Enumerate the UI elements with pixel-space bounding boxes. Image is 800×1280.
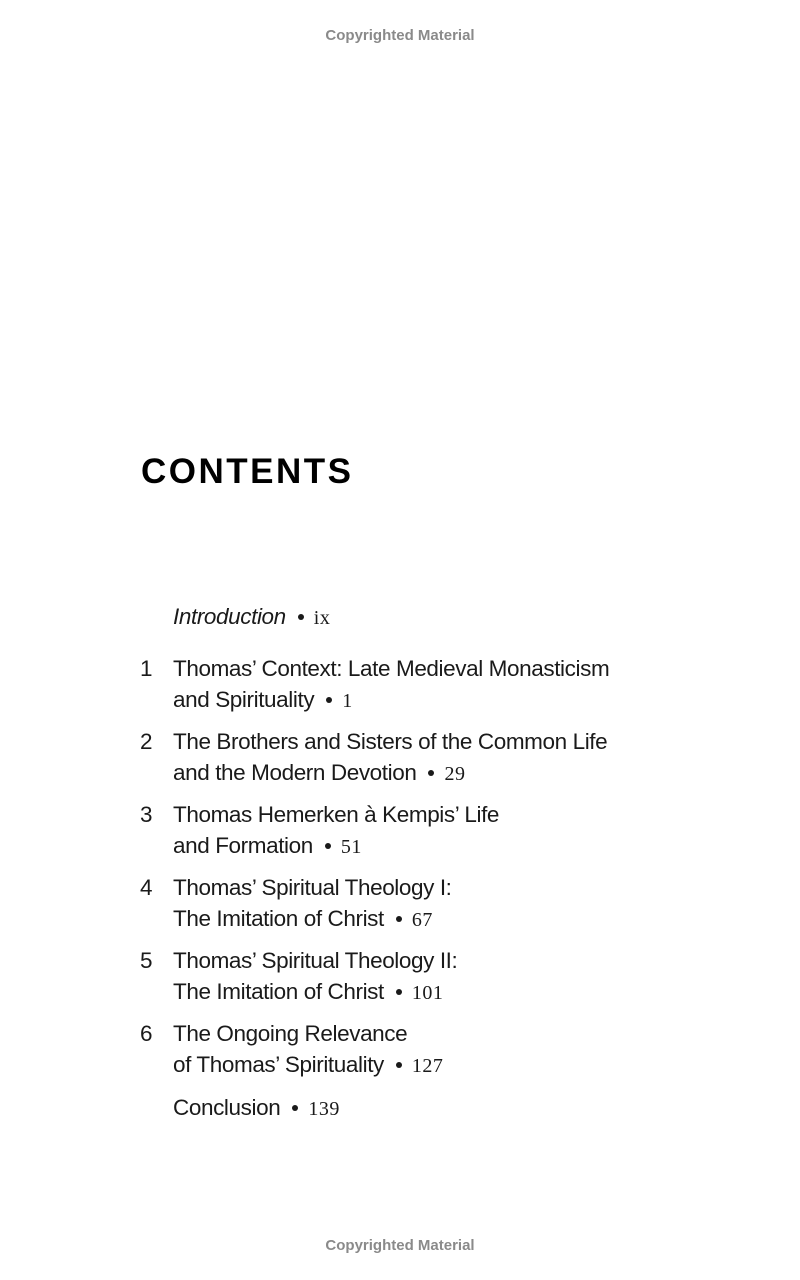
bullet-separator — [325, 843, 331, 849]
entry-title-line2: and the Modern Devotion — [173, 760, 417, 785]
entry-title-line1: The Brothers and Sisters of the Common Life — [173, 729, 608, 754]
entry-page: 29 — [444, 763, 466, 785]
bullet-separator — [396, 1062, 402, 1068]
entry-page: 127 — [411, 1055, 444, 1077]
entry-title-line1: Thomas’ Spiritual Theology I: — [173, 875, 452, 900]
bullet-separator — [396, 916, 402, 922]
entry-page: 139 — [308, 1098, 340, 1120]
chapter-number: 4 — [140, 875, 153, 900]
entry-page: 51 — [340, 836, 362, 858]
bullet-separator — [298, 614, 304, 620]
entry-page: 67 — [411, 909, 433, 931]
entry-page: ix — [313, 607, 331, 629]
entry-title: Introduction — [173, 604, 286, 629]
entry-title-line2: and Spirituality — [173, 687, 315, 712]
copyright-watermark-top: Copyrighted Material — [325, 27, 475, 44]
entry-title-line1: Thomas Hemerken à Kempis’ Life — [173, 802, 500, 827]
chapter-number: 5 — [140, 948, 153, 973]
entry-title-line2: and Formation — [173, 833, 313, 858]
chapter-number: 6 — [140, 1021, 153, 1046]
entry-page: 1 — [342, 690, 353, 712]
entry-page: 101 — [411, 982, 444, 1004]
entry-title-line2: of Thomas’ Spirituality — [173, 1052, 384, 1077]
entry-title-line1: Thomas’ Context: Late Medieval Monasticism — [173, 656, 610, 681]
chapter-number: 1 — [140, 656, 153, 681]
bullet-separator — [292, 1105, 298, 1111]
chapter-number: 2 — [140, 729, 153, 754]
bullet-separator — [326, 697, 332, 703]
entry-title-line2: The Imitation of Christ — [173, 906, 384, 931]
entry-title-line1: Thomas’ Spiritual Theology II: — [173, 948, 458, 973]
bullet-separator — [428, 770, 434, 776]
chapter-number: 3 — [140, 802, 153, 827]
page-title: CONTENTS — [141, 452, 354, 491]
entry-title: Conclusion — [173, 1095, 281, 1120]
copyright-watermark-bottom: Copyrighted Material — [325, 1237, 475, 1254]
entry-title-line2: The Imitation of Christ — [173, 979, 384, 1004]
entry-title-line1: The Ongoing Relevance — [173, 1021, 408, 1046]
bullet-separator — [396, 989, 402, 995]
